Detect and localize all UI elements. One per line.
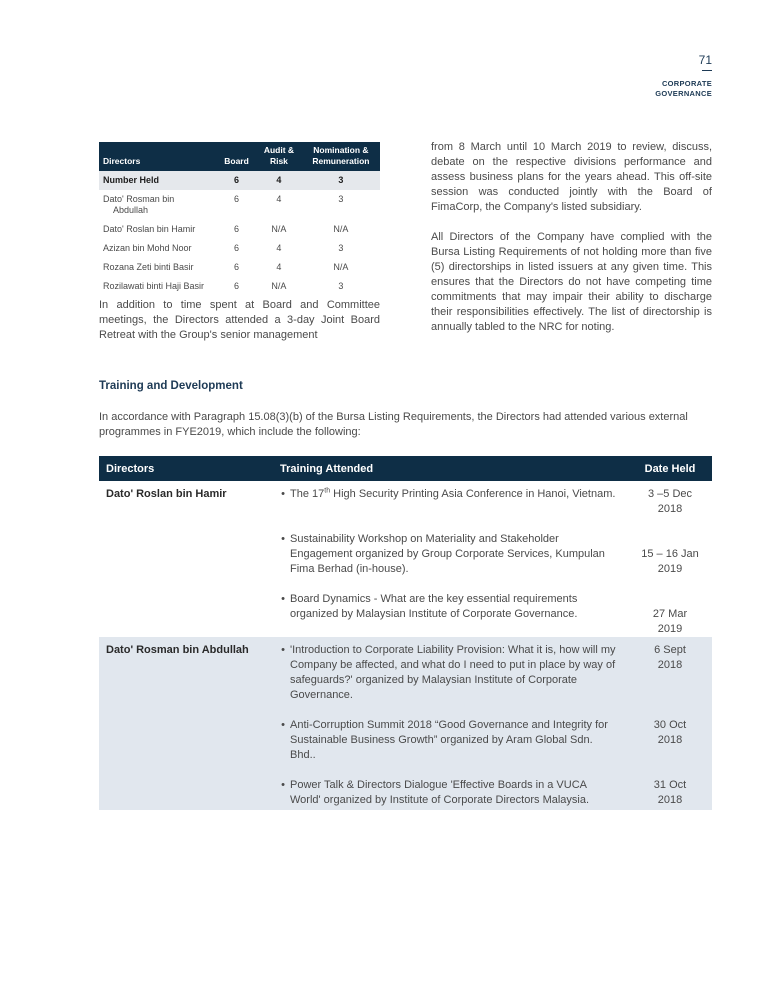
- programme-text: [290, 487, 628, 502]
- programme-list: [273, 481, 628, 637]
- programme-item: [276, 637, 628, 703]
- date-line-2: 2018: [657, 503, 683, 515]
- date-held: [628, 637, 712, 673]
- director-name: Rozana Zeti binti Basir: [103, 262, 194, 272]
- table-row: [99, 277, 380, 296]
- programme-item: [276, 532, 628, 577]
- col-nomination: [302, 142, 380, 171]
- col-training-directors: Directors: [99, 456, 273, 481]
- date-line-1: 30 Oct: [653, 719, 687, 731]
- bullet: •: [281, 779, 285, 791]
- training-intro: In accordance with Paragraph 15.08(3)(b) of the Bursa Listing Requirements, the Directors had attended various external programmes in FYE2019, which include the following:: [99, 411, 688, 438]
- audit-count: 4: [276, 243, 282, 253]
- ordinal-suffix: th: [324, 487, 331, 495]
- date-line-2: 2018: [657, 734, 683, 746]
- retreat-paragraph: In addition to time spent at Board and Committee meetings, the Directors attended a 3-day Joint Board Retreat with the Group's senior management: [99, 299, 380, 341]
- col-audit-line-2: Risk: [269, 156, 288, 166]
- spacer: [628, 577, 712, 607]
- training-director-row: [99, 481, 712, 637]
- spacer: [628, 748, 712, 778]
- number-held-audit: 4: [256, 171, 302, 190]
- date-held: [628, 481, 712, 517]
- date-list: [628, 637, 712, 810]
- audit-count: N/A: [271, 224, 287, 234]
- director-name: Rozilawati binti Haji Basir: [103, 281, 205, 291]
- board-count: 6: [234, 224, 240, 234]
- date-line-1: 3 –5 Dec: [647, 488, 693, 500]
- col-nomination-line-1: Nomination &: [313, 145, 369, 155]
- programme-item: [276, 778, 628, 810]
- nomination-count: 3: [338, 243, 344, 253]
- section-tag: [592, 79, 712, 99]
- date-line-2: 2019: [657, 623, 683, 635]
- table-row: [99, 258, 380, 277]
- programme-item: [276, 592, 628, 624]
- section-tag-line-2: GOVERNANCE: [655, 89, 712, 98]
- training-director-name: Dato' Roslan bin Hamir: [106, 488, 227, 500]
- date-line-1: 31 Oct: [653, 779, 687, 791]
- training-header-row: [99, 456, 712, 481]
- date-line-1: 6 Sept: [654, 644, 686, 656]
- bullet: •: [281, 719, 285, 731]
- board-count: 6: [234, 262, 240, 272]
- attendance-table: [99, 142, 380, 296]
- director-name-line-2: Abdullah: [113, 205, 149, 215]
- director-name: Dato' Roslan bin Hamir: [103, 224, 196, 234]
- audit-count: 4: [276, 262, 282, 272]
- board-count: 6: [234, 281, 240, 291]
- section-tag-line-1: CORPORATE: [661, 79, 712, 88]
- audit-count: N/A: [271, 281, 287, 291]
- date-held: [628, 607, 712, 637]
- table-row: [99, 190, 380, 220]
- bullet: •: [281, 533, 285, 545]
- number-held-label: Number Held: [99, 171, 217, 190]
- programme-text: Sustainability Workshop on Materiality and Stakeholder Engagement organized by Group Corporate Services, Kumpulan Fima Berhad (in-house).: [290, 533, 605, 575]
- spacer: [628, 673, 712, 718]
- col-nomination-line-2: Remuneration: [312, 156, 370, 166]
- number-held-board: 6: [217, 171, 256, 190]
- spacer: [276, 502, 628, 532]
- date-line-1: 15 – 16 Jan: [641, 548, 699, 560]
- programme-text-part: High Security Printing Asia Conference in Hanoi, Vietnam.: [330, 488, 616, 500]
- table-row: [99, 220, 380, 239]
- table-row: [99, 239, 380, 258]
- date-line-2: 2018: [657, 659, 683, 671]
- spacer: [276, 763, 628, 778]
- col-directors: Directors: [99, 142, 217, 171]
- col-board: Board: [217, 142, 256, 171]
- bullet: •: [281, 488, 285, 500]
- date-line-2: 2018: [657, 794, 683, 806]
- programme-text: Power Talk & Directors Dialogue 'Effective Boards in a VUCA World' organized by Institute of Corporate Directors Malaysia.: [290, 779, 590, 806]
- col-audit-line-1: Audit &: [263, 145, 295, 155]
- nomination-count: 3: [338, 281, 344, 291]
- directorship-paragraph: All Directors of the Company have complied with the Bursa Listing Requirements of not holding more than five (5) directorships in listed issuers at any given time. This ensures that the Directors do not have competing time commitments that may impair their ability to discharge their responsibilities effectively. The list of directorship is annually tabled to the NRC for noting.: [431, 231, 712, 333]
- board-count: 6: [234, 194, 240, 204]
- col-training-attended: Training Attended: [273, 456, 628, 481]
- date-held: [628, 718, 712, 748]
- attendance-header-row: [99, 142, 380, 171]
- programme-text: Board Dynamics - What are the key essential requirements organized by Malaysian Institute of Corporate Governance.: [290, 593, 578, 620]
- retreat-paragraph-continued: from 8 March until 10 March 2019 to review, discuss, debate on the respective divisions performance and assess business plans for the years ahead. This off-site session was conducted jointly with the Board of FimaCorp, the Company's listed subsidiary.: [431, 141, 712, 213]
- page-number-rule: [702, 70, 712, 71]
- programme-text: 'Introduction to Corporate Liability Provision: What it is, how will my Company be affected, and what do I need to put in place by way of safeguards?' organized by Malaysian Institute of Corporate Governance.: [290, 644, 616, 701]
- nomination-count: 3: [338, 194, 344, 204]
- bullet: •: [281, 644, 285, 656]
- date-held: [628, 778, 712, 808]
- date-line-1: 27 Mar: [652, 608, 688, 620]
- col-audit: [256, 142, 302, 171]
- page-number: 71: [698, 53, 712, 67]
- training-table: [99, 456, 712, 810]
- bullet: •: [281, 593, 285, 605]
- programme-item: [276, 718, 628, 763]
- spacer: [276, 577, 628, 592]
- programme-list: [273, 637, 628, 810]
- spacer: [628, 517, 712, 547]
- training-director-row: [99, 637, 712, 810]
- date-line-2: 2019: [657, 563, 683, 575]
- date-list: [628, 481, 712, 637]
- date-held: [628, 547, 712, 577]
- board-count: 6: [234, 243, 240, 253]
- director-name-line-1: Dato' Rosman bin: [103, 194, 175, 204]
- programme-text: Anti-Corruption Summit 2018 “Good Governance and Integrity for Sustainable Business Growth” organized by Aram Global Sdn. Bhd..: [290, 719, 608, 761]
- col-date-held: Date Held: [628, 456, 712, 481]
- audit-count: 4: [276, 194, 282, 204]
- nomination-count: N/A: [333, 224, 349, 234]
- director-name: Azizan bin Mohd Noor: [103, 243, 192, 253]
- number-held-nomination: 3: [302, 171, 380, 190]
- programme-text-part: The 17: [290, 488, 325, 500]
- programme-item: [276, 481, 628, 502]
- training-director-name: Dato' Rosman bin Abdullah: [99, 637, 273, 810]
- number-held-row: [99, 171, 380, 190]
- training-heading: Training and Development: [99, 380, 243, 392]
- nomination-count: N/A: [333, 262, 349, 272]
- director-name: [99, 190, 217, 220]
- spacer: [276, 703, 628, 718]
